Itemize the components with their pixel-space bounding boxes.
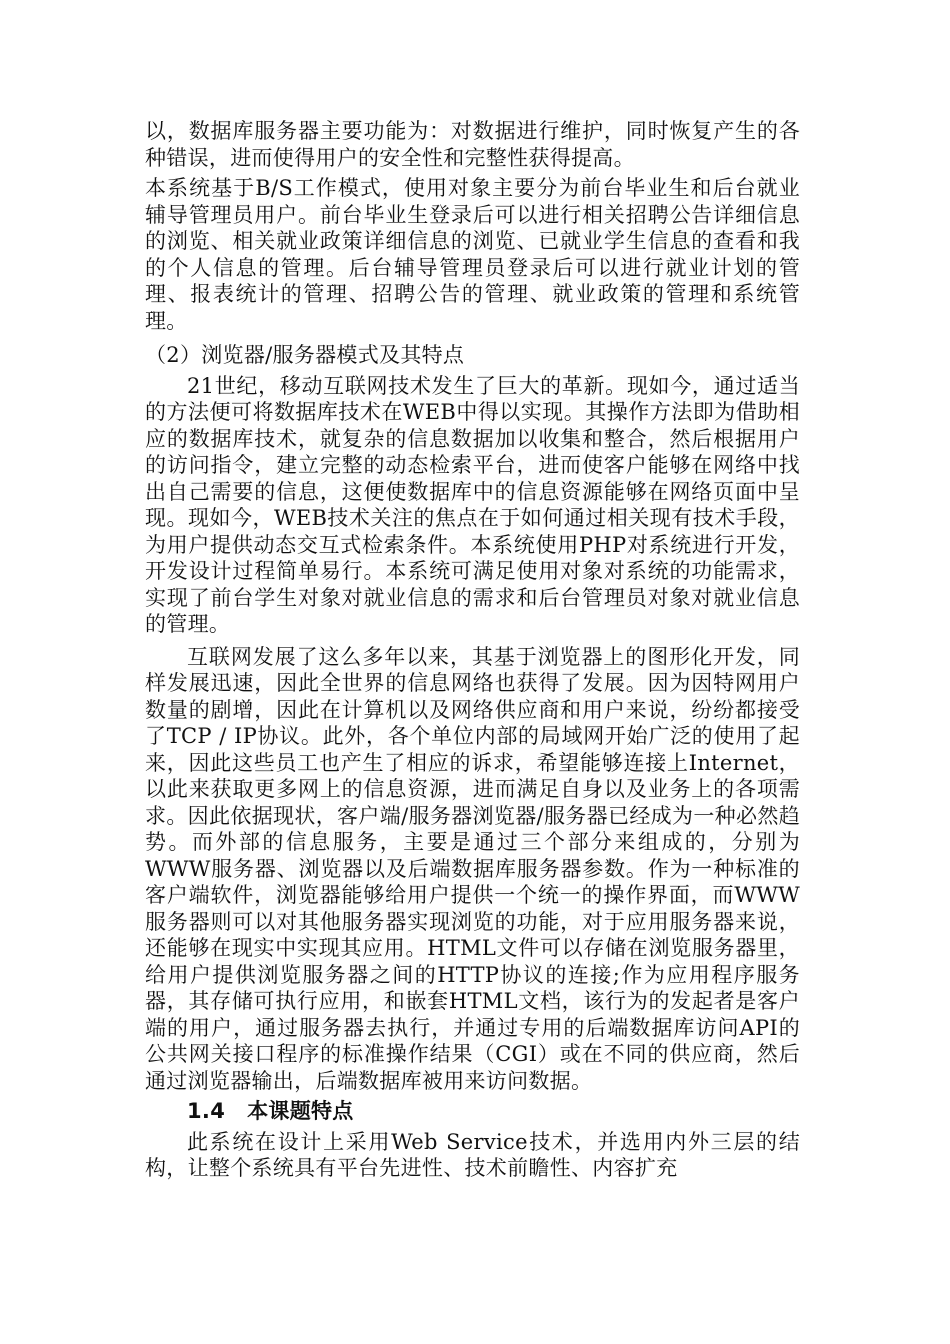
section-number: 1.4 [187, 1099, 226, 1123]
document-page [145, 118, 800, 1182]
paragraph-project-features: 此系统在设计上采用Web Service技术，并选用内外三层的结构，让整个系统具有平台先进性、技术前瞻性、内容扩充 [145, 1129, 800, 1180]
paragraph-continuation: 以，数据库服务器主要功能为：对数据进行维护，同时恢复产生的各种错误，进而使得用户的安全性和完整性获得提高。 [145, 119, 800, 170]
section-title: 本课题特点 [247, 1099, 354, 1123]
paragraph-internet-development: 互联网发展了这么多年以来，其基于浏览器上的图形化开发，同样发展迅速，因此全世界的信息网络也获得了发展。因为因特网用户数量的剧增，因此在计算机以及网络供应商和用户来说，纷纷都接受了TCP / IP协议。此外，各个单位内部的局域网开始广泛的使用了起来，因此这些员工也产生了相应的诉求，希望能够连接上Internet，以此来获取更多网上的信息资源，进而满足自身以及业务上的各项需求。因此依据现状，客户端/服务器浏览器/服务器已经成为一种必然趋势。而外部的信息服务，主要是通过三个部分来组成的，分别为WWW服务器、浏览器以及后端数据库服务器参数。作为一种标准的客户端软件，浏览器能够给用户提供一个统一的操作界面，而WWW服务器则可以对其他服务器实现浏览的功能，对于应用服务器来说，还能够在现实中实现其应用。HTML文件可以存储在浏览服务器里，给用户提供浏览服务器之间的HTTP协议的连接;作为应用程序服务器，其存储可执行应用，和嵌套HTML文档，该行为的发起者是客户端的用户，通过服务器去执行，并通过专用的后端数据库访问API的公共网关接口程序的标准操作结果（CGI）或在不同的供应商，然后通过浏览器输出，后端数据库被用来访问数据。 [145, 644, 800, 1093]
paragraph-21st-century: 21世纪，移动互联网技术发生了巨大的革新。现如今，通过适当的方法便可将数据库技术在WEB中得以实现。其操作方法即为借助相应的数据库技术，就复杂的信息数据加以收集和整合，然后根据用户的访问指令，建立完整的动态检索平台，进而使客户能够在网络中找出自己需要的信息，这便使数据库中的信息资源能够在网络页面中呈现。现如今，WEB技术关注的焦点在于如何通过相关现有技术手段，为用户提供动态交互式检索条件。本系统使用PHP对系统进行开发，开发设计过程简单易行。本系统可满足使用对象对系统的功能需求，实现了前台学生对象对就业信息的需求和后台管理员对象对就业信息的管理。 [145, 373, 800, 636]
subheading-browser-server-mode: （2）浏览器/服务器模式及其特点 [145, 343, 465, 367]
section-heading [145, 1098, 800, 1125]
paragraph-system-overview: 本系统基于B/S工作模式，使用对象主要分为前台毕业生和后台就业辅导管理员用户。前台毕业生登录后可以进行相关招聘公告详细信息的浏览、相关就业政策详细信息的浏览、已就业学生信息的查看和我的个人信息的管理。后台辅导管理员登录后可以进行就业计划的管理、报表统计的管理、招聘公告的管理、就业政策的管理和系统管理。 [145, 176, 800, 333]
